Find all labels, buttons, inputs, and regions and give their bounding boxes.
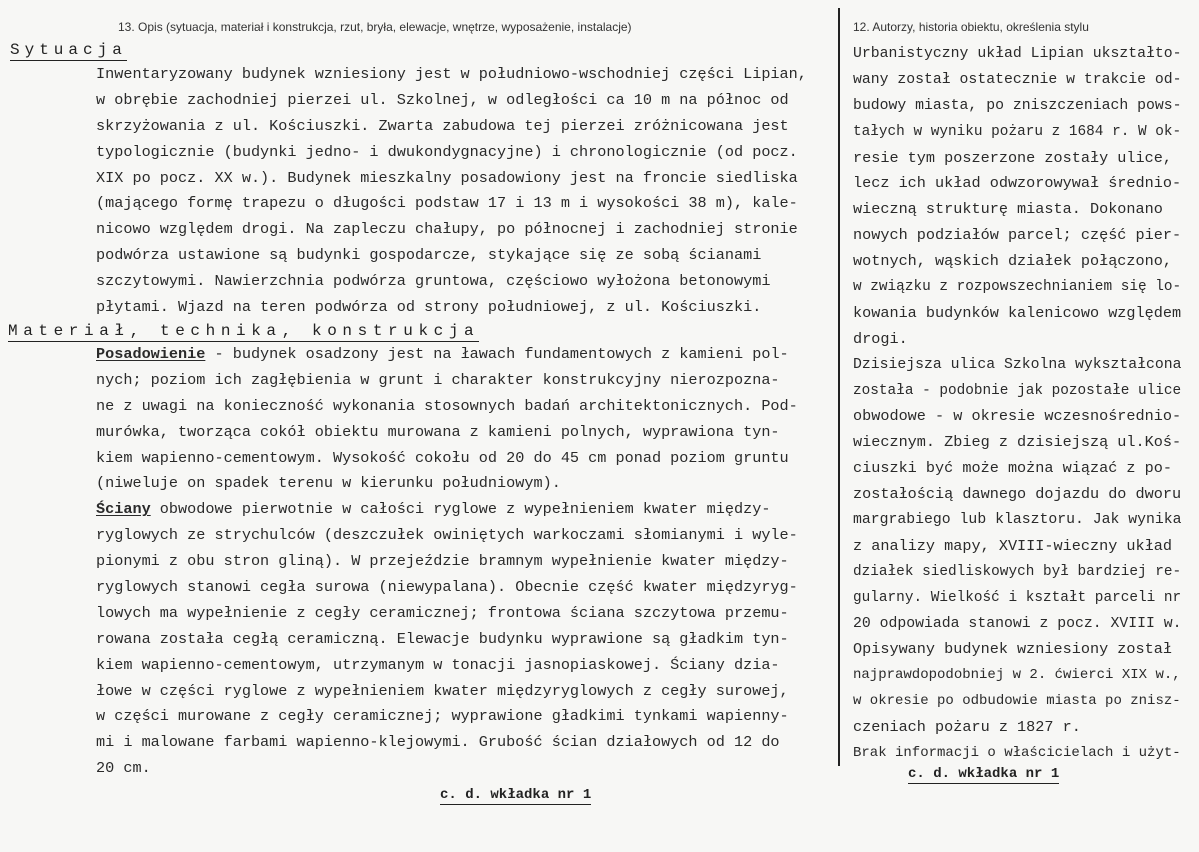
text-line: szczytowymi. Nawierzchnia podwórza gruntowa, częściowo wyłożona betonowymi bbox=[96, 272, 771, 291]
text-line: nowych podziałów parcel; część pier- bbox=[853, 226, 1182, 245]
text-line: (mającego formę trapezu o długości podstaw 17 i 13 m i wysokości 38 m), kale- bbox=[96, 194, 798, 213]
text-line: najprawdopodobniej w 2. ćwierci XIX w., bbox=[853, 667, 1181, 684]
sytuacja-text bbox=[96, 62, 831, 321]
text-segment: - budynek osadzony jest na ławach fundamentowych z kamieni pol- bbox=[205, 345, 789, 363]
text-line: typologicznie (budynki jedno- i dwukondygnacyjne) i chronologicznie (od pocz. bbox=[96, 142, 798, 161]
text-line: drogi. bbox=[853, 329, 908, 348]
text-line: Brak informacji o właścicielach i użyt- bbox=[853, 745, 1181, 762]
text-line: wotnych, wąskich działek połączono, bbox=[853, 252, 1172, 271]
text-line: nicowo względem drogi. Na zapleczu chałupy, po północnej i zachodniej stronie bbox=[96, 220, 798, 239]
text-line: wiecznym. Zbieg z dzisiejszą ul.Koś- bbox=[853, 433, 1182, 452]
text-segment: obwodowe pierwotnie w całości ryglowe z wypełnieniem kwater między- bbox=[150, 500, 771, 519]
text-line: w związku z rozpowszechnianiem się lo- bbox=[853, 279, 1182, 296]
text-line: kiem wapienno-cementowym. Wysokość cokołu od 20 do 45 cm ponad poziom gruntu bbox=[96, 448, 789, 467]
text-line: Dzisiejsza ulica Szkolna wykształcona bbox=[853, 356, 1182, 373]
text-line: wany został ostatecznie w trakcie od- bbox=[853, 71, 1182, 88]
text-line: ryglowych stanowi cegła surowa (niewypalana). Obecnie część kwater międzyryg- bbox=[96, 578, 798, 597]
text-line: w części murowane z cegły ceramicznej; wyprawione gładkimi tynkami wapienny- bbox=[96, 707, 789, 726]
header-left: 13. Opis (sytuacja, materiał i konstrukcja, rzut, bryła, elewacje, wnętrze, wyposażenie, instalacje) bbox=[118, 20, 632, 34]
continuation-note-right: c. d. wkładka nr 1 bbox=[908, 766, 1060, 782]
text-line: kiem wapienno-cementowym, utrzymanym w tonacji jasnopiaskowej. Ściany dzia- bbox=[96, 655, 780, 674]
text-line: łowe w części ryglowe z wypełnieniem kwater międzyryglowych z cegły surowej, bbox=[96, 681, 789, 700]
text-line: w obrębie zachodniej pierzei ul. Szkolnej, w odległości ca 10 m na północ od bbox=[96, 90, 789, 109]
text-line: płytami. Wjazd na teren podwórza od strony południowej, z ul. Kościuszki. bbox=[96, 298, 762, 317]
text-line: czeniach pożaru z 1827 r. bbox=[853, 718, 1081, 737]
text-line: zostałością dawnego dojazdu do dworu bbox=[853, 485, 1182, 504]
text-line: 20 cm. bbox=[96, 759, 151, 778]
text-line: lowych ma wypełnienie z cegły ceramicznej; frontowa ściana szczytowa przemu- bbox=[96, 603, 789, 622]
text-line: gularny. Wielkość i kształt parceli nr bbox=[853, 589, 1182, 606]
text-line: wieczną strukturę miasta. Dokonano bbox=[853, 200, 1163, 219]
continuation-note-left: c. d. wkładka nr 1 bbox=[440, 787, 592, 803]
text-line: z analizy mapy, XVIII-wieczny układ bbox=[853, 536, 1172, 555]
header-right: 12. Autorzy, historia obiektu, określenia stylu bbox=[853, 20, 1089, 34]
text-line: (niweluje on spadek terenu w kierunku południowym). bbox=[96, 474, 561, 493]
text-line: kowania budynków kalenicowo względem bbox=[853, 303, 1182, 322]
text-line: ciuszki być może można wiązać z po- bbox=[853, 459, 1172, 478]
text-line: tałych w wyniku pożaru z 1684 r. W ok- bbox=[853, 123, 1182, 140]
text-line: mi i malowane farbami wapienno-klejowymi. Grubość ścian działowych od 12 do bbox=[96, 733, 780, 752]
text-line: w okresie po odbudowie miasta po znisz- bbox=[853, 693, 1181, 710]
text-line: nych; poziom ich zagłębienia w grunt i charakter konstrukcyjny nierozpozna- bbox=[96, 370, 780, 389]
text-line: pionymi z obu stron gliną). W przejeździe bramnym wypełnienie kwater między- bbox=[96, 552, 789, 571]
material-text bbox=[96, 342, 831, 782]
text-line: obwodowe - w okresie wczesnośrednio- bbox=[853, 407, 1182, 426]
text-line: działek siedliskowych był bardziej re- bbox=[853, 563, 1182, 580]
text-line: lecz ich układ odwzorowywał średnio- bbox=[853, 174, 1182, 193]
posadowienie-label: Posadowienie bbox=[96, 345, 206, 363]
text-line: budowy miasta, po zniszczeniach pows- bbox=[853, 97, 1182, 114]
text-line: margrabiego lub klasztoru. Jak wynika bbox=[853, 512, 1182, 529]
text-line: Urbanistyczny układ Lipian ukształto- bbox=[853, 46, 1182, 62]
text-line: ne z uwagi na konieczność wykonania stosownych badań architektonicznych. Pod- bbox=[96, 396, 798, 415]
text-line: rowana została cegłą ceramiczną. Elewacje budynku wyprawione są gładkim tyn- bbox=[96, 629, 789, 648]
text-line: skrzyżowania z ul. Kościuszki. Zwarta zabudowa tej pierzei zróżnicowana jest bbox=[96, 116, 789, 135]
column-divider bbox=[838, 8, 840, 766]
text-line: Inwentaryzowany budynek wzniesiony jest w południowo-wschodniej części Lipian, bbox=[96, 65, 807, 83]
text-line: Opisywany budynek wzniesiony został bbox=[853, 640, 1172, 659]
posadowienie-first-line bbox=[96, 342, 831, 368]
text-line: została - podobnie jak pozostałe ulice bbox=[853, 382, 1182, 399]
text-line: podwórza ustawione są budynki gospodarcze, stykające się ze sobą ścianami bbox=[96, 246, 762, 265]
history-text bbox=[853, 42, 1183, 767]
section-heading-sytuacja: Sytuacja bbox=[10, 41, 127, 59]
text-line: murówka, tworząca cokół obiektu murowana z kamieni polnych, wyprawiona tyn- bbox=[96, 422, 780, 441]
sciany-label: Ściany bbox=[96, 500, 151, 519]
text-line: 20 odpowiada stanowi z pocz. XVIII w. bbox=[853, 615, 1182, 632]
text-line: resie tym poszerzone zostały ulice, bbox=[853, 148, 1172, 167]
sciany-first-line bbox=[96, 497, 831, 523]
section-heading-material: Materiał, technika, konstrukcja bbox=[8, 322, 480, 340]
text-line: ryglowych ze strychulców (deszczułek owiniętych warkoczami słomianymi i wyle- bbox=[96, 526, 798, 545]
text-line: XIX po pocz. XX w.). Budynek mieszkalny posadowiony jest na froncie siedliska bbox=[96, 168, 798, 187]
